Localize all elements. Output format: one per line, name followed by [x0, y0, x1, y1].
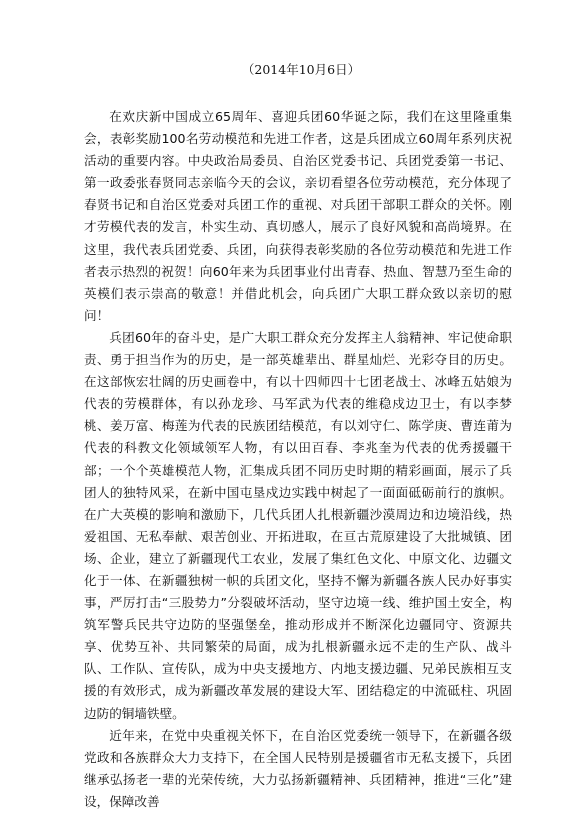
- paragraph-2: 兵团60年的奋斗史，是广大职工群众充分发挥主人翁精神、牢记使命职责、勇于担当作为的历史，是一部英雄辈出、群星灿烂、光彩夺目的历史。在这部恢宏壮阔的历史画卷中，有以十四师四十七团老战士、冰峰五姑娘为代表的劳模群体，有以孙龙珍、马军武为代表的维稳戍边卫士，有以李梦桃、姜万富、梅莲为代表的民族团结模范，有以刘守仁、陈学庚、曹连莆为代表的科教文化领域领军人物，有以田百春、李兆奎为代表的优秀援疆干部；一个个英雄模范人物，汇集成兵团不同历史时期的精彩画面，展示了兵团人的独特风采，在新中国屯垦戍边实践中树起了一面面砥砺前行的旗帜。在广大英模的影响和激励下，几代兵团人扎根新疆沙漠周边和边境沿线，热爱祖国、无私奉献、艰苦创业、开拓进取，在亘古荒原建设了大批城镇、团场、企业，建立了新疆现代工农业，发展了集红色文化、中原文化、边疆文化于一体、在新疆独树一帜的兵团文化，坚持不懈为新疆各族人民办好事实事，严厉打击“三股势力”分裂破坏活动，坚守边境一线、维护国土安全，构筑军警兵民共守边防的坚强堡垒，推动形成并不断深化边疆同守、资源共享、优势互补、共同繁荣的局面，成为扎根新疆永远不走的生产队、战斗队、工作队、宣传队，成为中央支援地方、内地支援边疆、兄弟民族相互支援的有效形式，成为新疆改革发展的建设大军、团结稳定的中流砥柱、巩固边防的铜墙铁壁。: [84, 329, 512, 721]
- document-date: （2014年10月6日）: [241, 62, 361, 77]
- paragraph-3: 近年来，在党中央重视关怀下，在自治区党委统一领导下，在新疆各级党政和各族群众大力支持下，在全国人民特别是援疆省市无私支援下，兵团继承弘扬老一辈的光荣传统，大力弘扬新疆精神、兵团精神，推进“三化”建设，保障改善: [84, 727, 512, 809]
- paragraph-1: 在欢庆新中国成立65周年、喜迎兵团60华诞之际，我们在这里隆重集会，表彰奖励100名劳动模范和先进工作者，这是兵团成立60周年系列庆祝活动的重要内容。中央政治局委员、自治区党委书记、兵团党委第一书记、第一政委张春贤同志亲临今天的会议，亲切看望各位劳动模范，充分体现了春贤书记和自治区党委对兵团工作的重视、对兵团干部职工群众的关怀。刚才劳模代表的发言，朴实生动、真切感人，展示了良好风貌和高尚境界。在这里，我代表兵团党委、兵团，向获得表彰奖励的各位劳动模范和先进工作者表示热烈的祝贺！向60年来为兵团事业付出青春、热血、智慧乃至生命的英模们表示崇高的敬意！并借此机会，向兵团广大职工群众致以亲切的慰问！: [84, 109, 512, 323]
